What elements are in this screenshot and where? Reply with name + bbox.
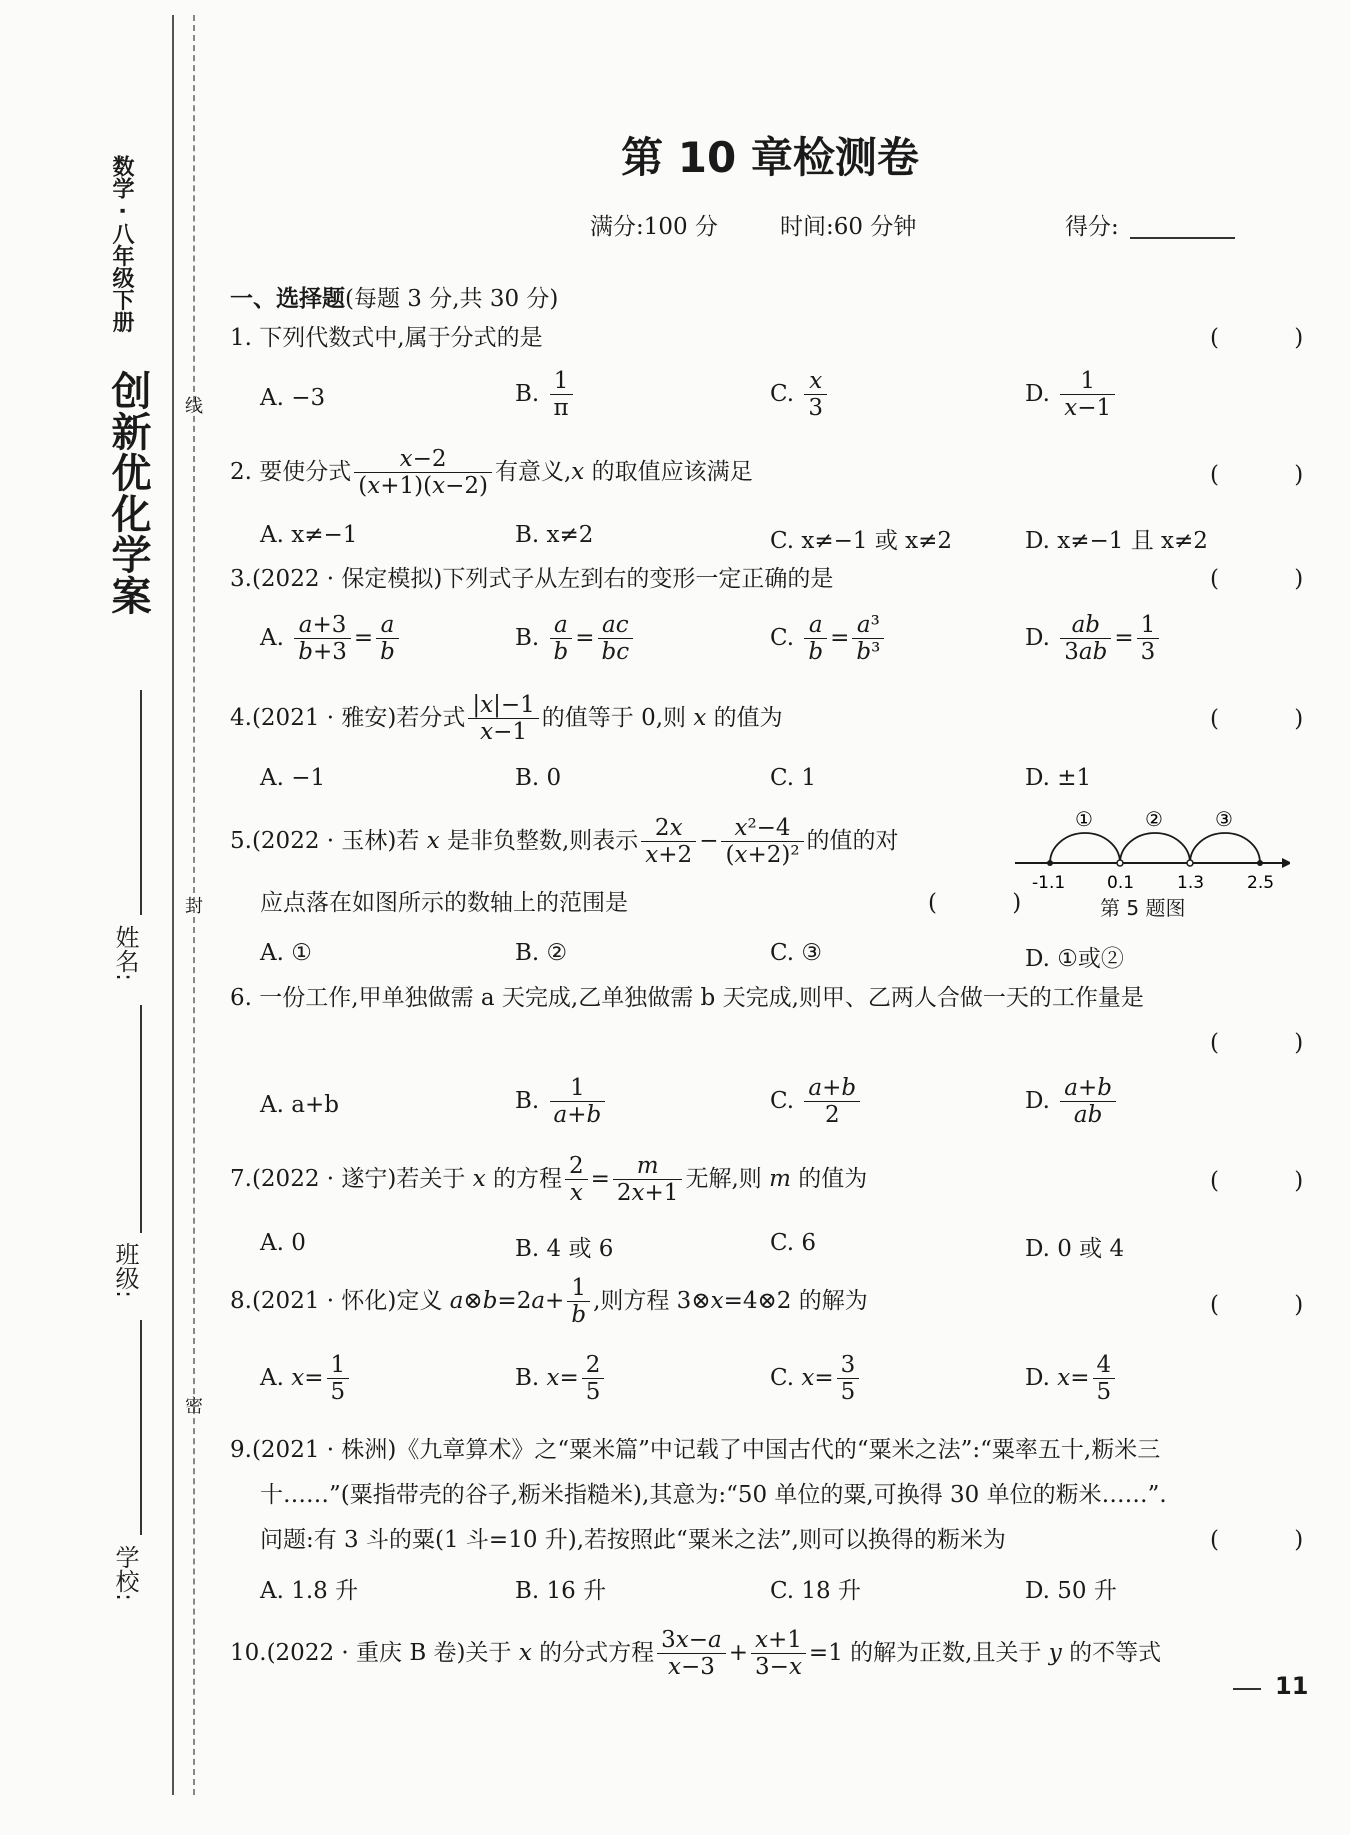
option-3c: C. $\frac{a}{b}$ = $\frac{\text{a³}}{\text{b³}}$	[770, 612, 887, 666]
question-5-line2: 应点落在如图所示的数轴上的范围是	[260, 890, 628, 916]
answer-blank-5[interactable]: ( )	[928, 890, 1056, 916]
arc-label-3: ③	[1215, 807, 1233, 831]
option-9d: D. 50 升	[1025, 1578, 1117, 1604]
question-7: 7.(2022 · 遂宁)若关于 x 的方程 $\frac{2}{x}$ = $\frac{m}{2x+1}$ 无解,则 m 的值为	[230, 1153, 868, 1207]
question-2: 2. 要使分式 $\frac{x-2}{(x+1)(x-2)}$ 有意义,x 的取值应该满足	[230, 446, 753, 500]
name-field-line[interactable]	[140, 690, 142, 915]
tick-label-4: 2.5	[1247, 873, 1275, 893]
question-9: 9.(2021 · 株洲)《九章算术》之“粟米篇”中记载了中国古代的“粟米之法”:“粟率五十,粝米三	[230, 1437, 1161, 1463]
arc-1	[1050, 833, 1120, 863]
option-7d: D. 0 或 4	[1025, 1236, 1125, 1262]
subject-label: 数学 · 八年级下册	[109, 155, 134, 333]
option-1a: A. −3	[260, 385, 326, 411]
school-field-label: 学校:	[111, 1545, 139, 1602]
option-3d: D. $\frac{ab}{3ab}$ = $\frac{1}{3}$	[1025, 612, 1162, 666]
option-1d: D. $\frac{1}{x-1}$	[1025, 368, 1118, 422]
tick-label-3: 1.3	[1177, 873, 1205, 893]
sidebar-border-line	[172, 15, 174, 1795]
brand-logo: 创新优化学案	[105, 370, 151, 616]
figure-5-caption: 第 5 题图	[1100, 896, 1186, 920]
option-6d: D. $\frac{a+b}{ab}$	[1025, 1075, 1119, 1129]
cut-mark-feng: 封	[185, 896, 203, 917]
option-7a: A. 0	[260, 1230, 306, 1256]
page-title: 第 10 章检测卷	[621, 133, 919, 182]
number-line-figure	[1010, 800, 1290, 895]
question-1: 1. 下列代数式中,属于分式的是	[230, 325, 543, 351]
class-field-label: 班级:	[111, 1242, 139, 1299]
section-heading: 一、选择题(每题 3 分,共 30 分)	[230, 286, 559, 312]
option-8b: B. x= $\frac{2}{5}$	[515, 1352, 607, 1406]
option-2d: D. x≠−1 且 x≠2	[1025, 528, 1208, 554]
answer-blank-6[interactable]: ( )	[1210, 1030, 1338, 1056]
option-4b: B. 0	[515, 765, 562, 791]
point-0-1	[1117, 860, 1123, 866]
page-number: 11	[1275, 1672, 1309, 1700]
option-9b: B. 16 升	[515, 1578, 607, 1604]
question-3: 3.(2022 · 保定模拟)下列式子从左到右的变形一定正确的是	[230, 566, 834, 592]
arc-2	[1120, 833, 1190, 863]
option-5d: D. ①或②	[1025, 946, 1124, 972]
class-field-line[interactable]	[140, 1005, 142, 1233]
arc-3	[1190, 833, 1260, 863]
option-2b: B. x≠2	[515, 522, 594, 548]
full-score: 满分:100 分	[590, 214, 718, 240]
point-1-3	[1187, 860, 1193, 866]
question-5: 5.(2022 · 玉林)若 x 是非负整数,则表示 $\frac{2x}{x+2}$ − $\frac{\text{x²−4}}{\text{(x+2)²}}$ 的值的对	[230, 815, 899, 869]
answer-blank-3[interactable]: ( )	[1210, 566, 1338, 592]
option-8d: D. x= $\frac{4}{5}$	[1025, 1352, 1118, 1406]
option-5b: B. ②	[515, 940, 568, 966]
page-number-dash	[1233, 1688, 1261, 1690]
time-limit: 时间:60 分钟	[780, 214, 917, 240]
option-7c: C. 6	[770, 1230, 817, 1256]
option-4c: C. 1	[770, 765, 817, 791]
tick-label-1: -1.1	[1032, 873, 1066, 893]
answer-blank-1[interactable]: ( )	[1210, 325, 1338, 351]
option-9c: C. 18 升	[770, 1578, 861, 1604]
option-3b: B. $\frac{a}{b}$ = $\frac{ac}{bc}$	[515, 612, 636, 666]
question-8: 8.(2021 · 怀化)定义 a⊗b=2a+ $\frac{1}{b}$ ,则方程 3⊗x=4⊗2 的解为	[230, 1275, 868, 1329]
number-line-arrow	[1282, 858, 1290, 868]
school-field-line[interactable]	[140, 1320, 142, 1535]
arc-label-1: ①	[1075, 807, 1093, 831]
option-4d: D. ±1	[1025, 765, 1092, 791]
name-field-label: 姓名:	[111, 925, 139, 982]
cut-mark-xian: 线	[185, 396, 203, 417]
option-2a: A. x≠−1	[260, 522, 358, 548]
option-6a: A. a+b	[260, 1092, 339, 1118]
score-label: 得分:	[1065, 214, 1119, 240]
question-4: 4.(2021 · 雅安)若分式 $\frac{|x|-1}{x-1}$ 的值等于 0,则 x 的值为	[230, 692, 783, 746]
question-10: 10.(2022 · 重庆 B 卷)关于 x 的分式方程 $\frac{3x-a}{x-3}$ + $\frac{x+1}{3-x}$ =1 的解为正数,且关于 y 的不等式	[230, 1627, 1162, 1681]
answer-blank-7[interactable]: ( )	[1210, 1168, 1338, 1194]
option-6c: C. $\frac{a+b}{2}$	[770, 1075, 863, 1129]
point-2-5	[1257, 860, 1263, 866]
answer-blank-8[interactable]: ( )	[1210, 1292, 1338, 1318]
score-blank[interactable]	[1130, 237, 1235, 239]
question-9-line2: 十……”(粟指带壳的谷子,粝米指糙米),其意为:“50 单位的粟,可换得 30 单位的粝米……”.	[260, 1482, 1167, 1508]
answer-blank-2[interactable]: ( )	[1210, 462, 1338, 488]
option-6b: B. $\frac{1}{a+b}$	[515, 1075, 608, 1129]
option-9a: A. 1.8 升	[260, 1578, 359, 1604]
option-8c: C. x= $\frac{3}{5}$	[770, 1352, 862, 1406]
option-4a: A. −1	[260, 765, 326, 791]
option-5c: C. ③	[770, 940, 823, 966]
answer-blank-4[interactable]: ( )	[1210, 706, 1338, 732]
option-3a: A. $\frac{a+3}{b+3}$ = $\frac{a}{b}$	[260, 612, 402, 666]
arc-label-2: ②	[1145, 807, 1163, 831]
option-1b: B. $\frac{1}{\pi}$	[515, 368, 576, 422]
option-1c: C. $\frac{x}{3}$	[770, 368, 830, 422]
tick-label-2: 0.1	[1107, 873, 1135, 893]
option-7b: B. 4 或 6	[515, 1236, 614, 1262]
question-6: 6. 一份工作,甲单独做需 a 天完成,乙单独做需 b 天完成,则甲、乙两人合做一天的工作量是	[230, 985, 1144, 1011]
answer-blank-9[interactable]: ( )	[1210, 1527, 1338, 1553]
question-9-line3: 问题:有 3 斗的粟(1 斗=10 升),若按照此“粟米之法”,则可以换得的粝米为	[260, 1527, 1006, 1553]
option-2c: C. x≠−1 或 x≠2	[770, 528, 953, 554]
cut-mark-mi: 密	[185, 1396, 203, 1417]
option-5a: A. ①	[260, 940, 312, 966]
option-8a: A. x= $\frac{1}{5}$	[260, 1352, 352, 1406]
point-minus-1-1	[1047, 860, 1053, 866]
